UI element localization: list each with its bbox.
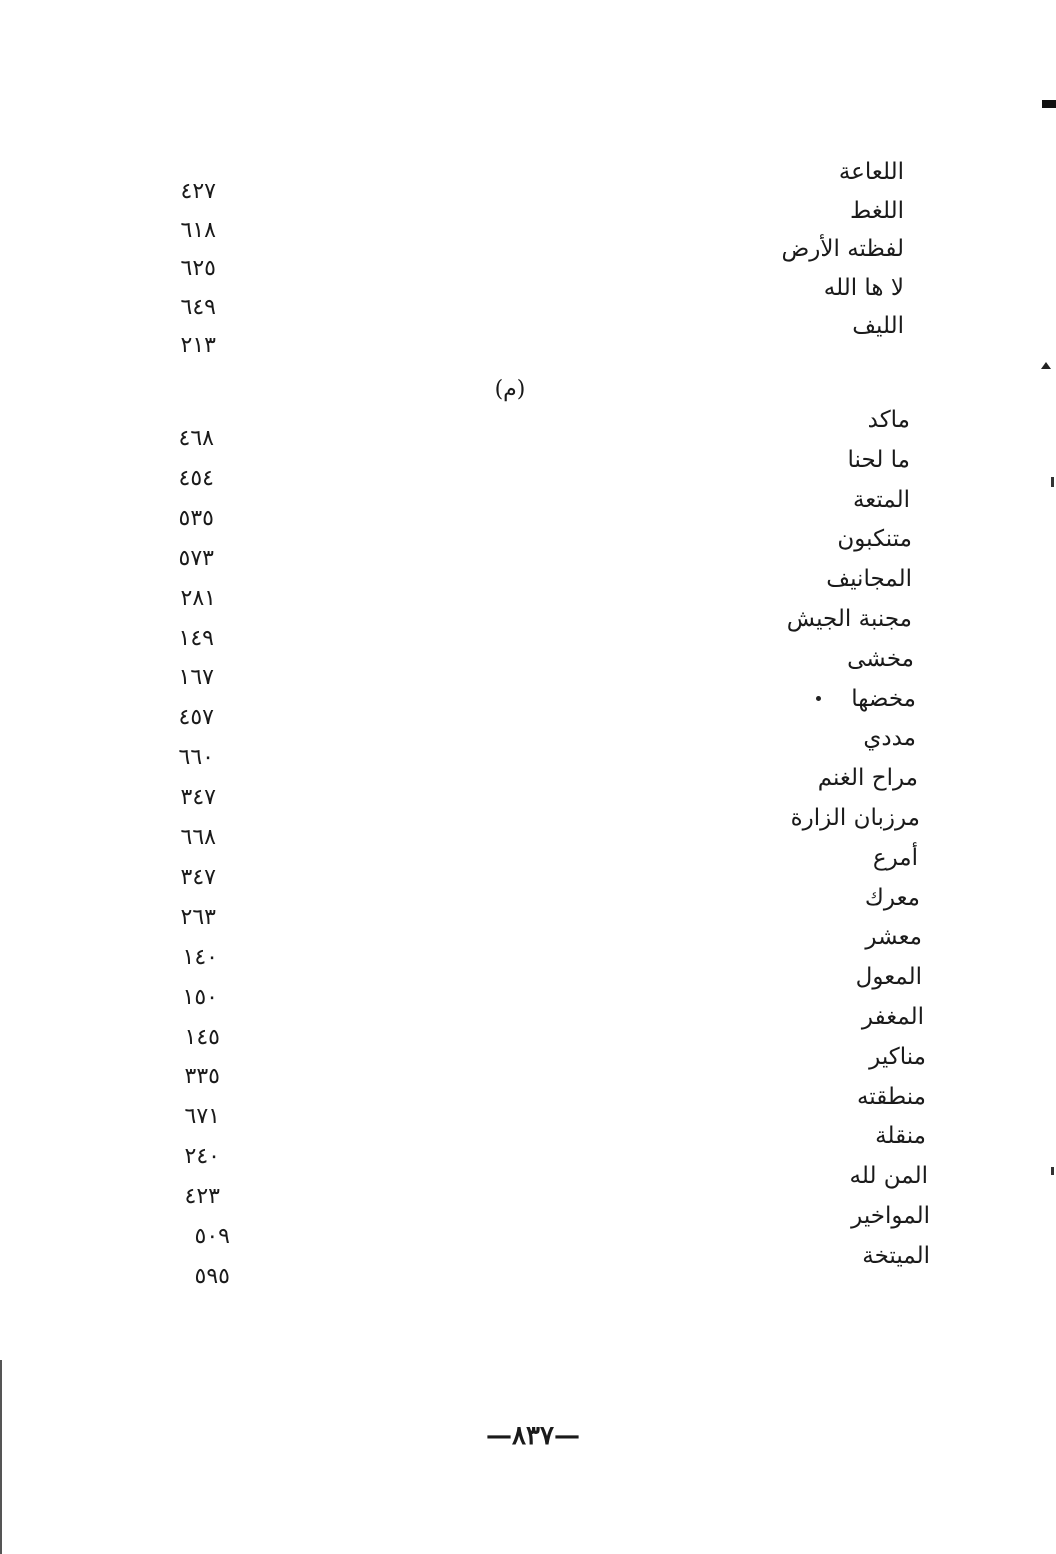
- page-number: —٨٣٧—: [486, 1421, 580, 1451]
- index-term: ما لحنا: [847, 446, 910, 473]
- section-heading: (م): [494, 377, 526, 402]
- index-term: المواخير: [851, 1203, 930, 1229]
- index-page-number: ١٤٠: [182, 944, 218, 970]
- index-term: مجنبة الجيش: [786, 606, 912, 632]
- index-term: الليف: [852, 313, 904, 339]
- index-page-number: ٣٤٧: [180, 785, 216, 811]
- index-term: لا ها الله: [823, 274, 904, 301]
- index-term: مددي: [863, 725, 916, 752]
- index-term: مخضها: [851, 685, 916, 712]
- index-page-number: ٦١٨: [180, 217, 216, 243]
- index-page-number: ٥٩٥: [194, 1263, 230, 1289]
- index-page-number: ١٤٩: [178, 625, 214, 651]
- index-page-number: ٦٢٥: [180, 256, 216, 281]
- index-term: مراح الغنم: [817, 765, 918, 792]
- index-term: مخشى: [847, 645, 914, 672]
- index-page-number: ٦٤٩: [180, 294, 216, 320]
- index-page-number: ١٥٠: [182, 984, 218, 1010]
- index-term: منطقته: [856, 1083, 926, 1110]
- index-term: المجانيف: [826, 566, 912, 593]
- index-term: اللعاعة: [838, 159, 904, 185]
- index-term: متنكبون: [837, 526, 912, 553]
- index-page-number: ٥٠٩: [194, 1224, 230, 1249]
- index-term: مناكير: [869, 1043, 926, 1070]
- index-page-number: ٢١٣: [180, 333, 216, 358]
- index-page-number: ١٤٥: [184, 1024, 220, 1050]
- index-page-number: ٤٥٧: [178, 705, 214, 731]
- index-page-number: ٥٣٥: [178, 505, 214, 531]
- index-term: الميتخة: [862, 1242, 930, 1269]
- index-term: المغفر: [861, 1004, 924, 1030]
- index-term: لفظته الأرض: [781, 236, 904, 262]
- index-term: ماكد: [867, 407, 910, 433]
- index-term: أمرع: [872, 844, 918, 871]
- index-page-number: ٥٧٣: [178, 545, 214, 571]
- index-page-number: ٤٢٣: [184, 1184, 220, 1210]
- index-term: اللغط: [850, 197, 904, 224]
- index-page-number: ٤٥٤: [178, 465, 214, 491]
- index-term: المن لله: [849, 1163, 928, 1190]
- index-page-number: ٦٧١: [184, 1104, 220, 1130]
- index-term: المعول: [855, 964, 922, 991]
- index-term: معرك: [864, 884, 920, 911]
- index-page-number: ٦٦٨: [180, 825, 216, 850]
- index-page-number: ٦٦٠: [178, 745, 214, 771]
- index-page-number: ٤٦٨: [178, 426, 214, 451]
- index-page-number: ١٦٧: [178, 665, 214, 691]
- index-term: مرزبان الزارة: [790, 805, 920, 831]
- index-page-number: ٣٤٧: [180, 864, 216, 890]
- index-page-number: ٢٤٠: [184, 1144, 220, 1170]
- index-term: المتعة: [852, 486, 910, 513]
- index-term: معشر: [865, 924, 922, 951]
- dot-mark: [816, 696, 821, 701]
- index-page-number: ٣٣٥: [184, 1064, 220, 1090]
- index-page-number: ٢٦٣: [180, 904, 216, 930]
- index-page-number: ٤٢٧: [180, 179, 216, 204]
- index-term: منقلة: [875, 1123, 926, 1150]
- index-page-number: ٢٨١: [180, 585, 216, 611]
